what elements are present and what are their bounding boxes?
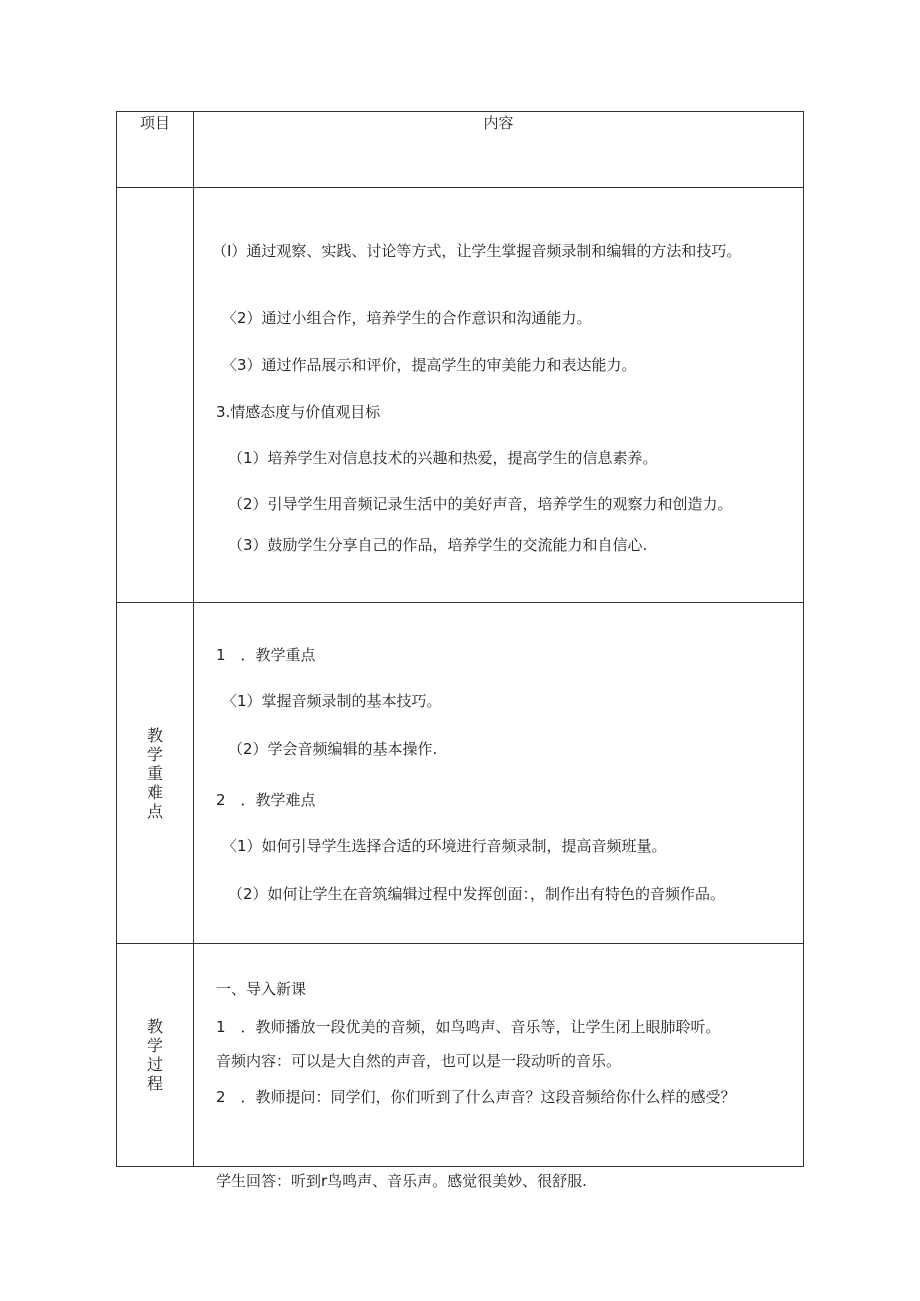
process-line-2: 1 ．教师播放一段优美的音频，如鸟鸣声、音乐等，让学生闭上眼肺聆听。 <box>216 1018 721 1036</box>
process-label-cell <box>117 944 194 1167</box>
objectives-content <box>194 188 804 603</box>
header-item: 项目 <box>117 112 194 188</box>
process-line-1: 一、导入新课 <box>216 980 307 998</box>
key-point-line-4: 2 ．教学难点 <box>216 791 316 809</box>
key-points-content <box>194 603 804 944</box>
key-point-line-5: 〈1）如何引导学生选择合适的环境进行音频录制，提高音频班量。 <box>222 837 667 855</box>
table-header-row <box>117 112 804 188</box>
key-points-label-cell <box>117 603 194 944</box>
objective-line-2: 〈2）通过小组合作，培养学生的合作意识和沟通能力。 <box>222 309 592 327</box>
objective-line-1: （I）通过观察、实践、讨论等方式，让学生掌握音频录制和编辑的方法和技巧。 <box>212 242 742 260</box>
objective-line-3: 〈3）通过作品展示和评价，提高学生的审美能力和表达能力。 <box>222 356 637 374</box>
process-row <box>117 944 804 1167</box>
key-point-line-2: 〈1）掌握音频录制的基本技巧。 <box>222 692 442 710</box>
header-content: 内容 <box>194 112 804 188</box>
key-points-label: 教学重难点 <box>146 725 163 821</box>
process-label: 教学过程 <box>146 1017 163 1093</box>
lesson-plan-table <box>116 111 804 1167</box>
objective-line-7: （3）鼓励学生分享自己的作品，培养学生的交流能力和自信心. <box>228 536 648 554</box>
key-point-line-6: （2）如何让学生在音筑编辑过程中发挥创面：，制作出有特色的音频作品。 <box>228 885 726 903</box>
key-point-line-1: 1 ．教学重点 <box>216 646 316 664</box>
objective-line-5: （1）培养学生对信息技术的兴趣和热爱，提高学生的信息素养。 <box>228 449 658 467</box>
process-line-3: 音频内容：可以是大自然的声音，也可以是一段动听的音乐。 <box>216 1052 622 1070</box>
objective-line-6: （2）引导学生用音频记录生活中的美好声音，培养学生的观察力和创造力。 <box>228 495 733 513</box>
key-point-line-3: （2）学会音频编辑的基本操作. <box>228 740 438 758</box>
student-answer-line: 学生回答：听到r鸟鸣声、音乐声。感觉很美妙、很舒服. <box>216 1172 587 1190</box>
key-points-row <box>117 603 804 944</box>
objective-line-4: 3.情感态度与价值观目标 <box>216 403 381 421</box>
objectives-row <box>117 188 804 603</box>
objectives-label-cell <box>117 188 194 603</box>
process-content <box>194 944 804 1167</box>
process-line-4: 2 ．教师提问：同学们，你们听到了什么声音？这段音频给你什么样的感受？ <box>216 1088 736 1106</box>
